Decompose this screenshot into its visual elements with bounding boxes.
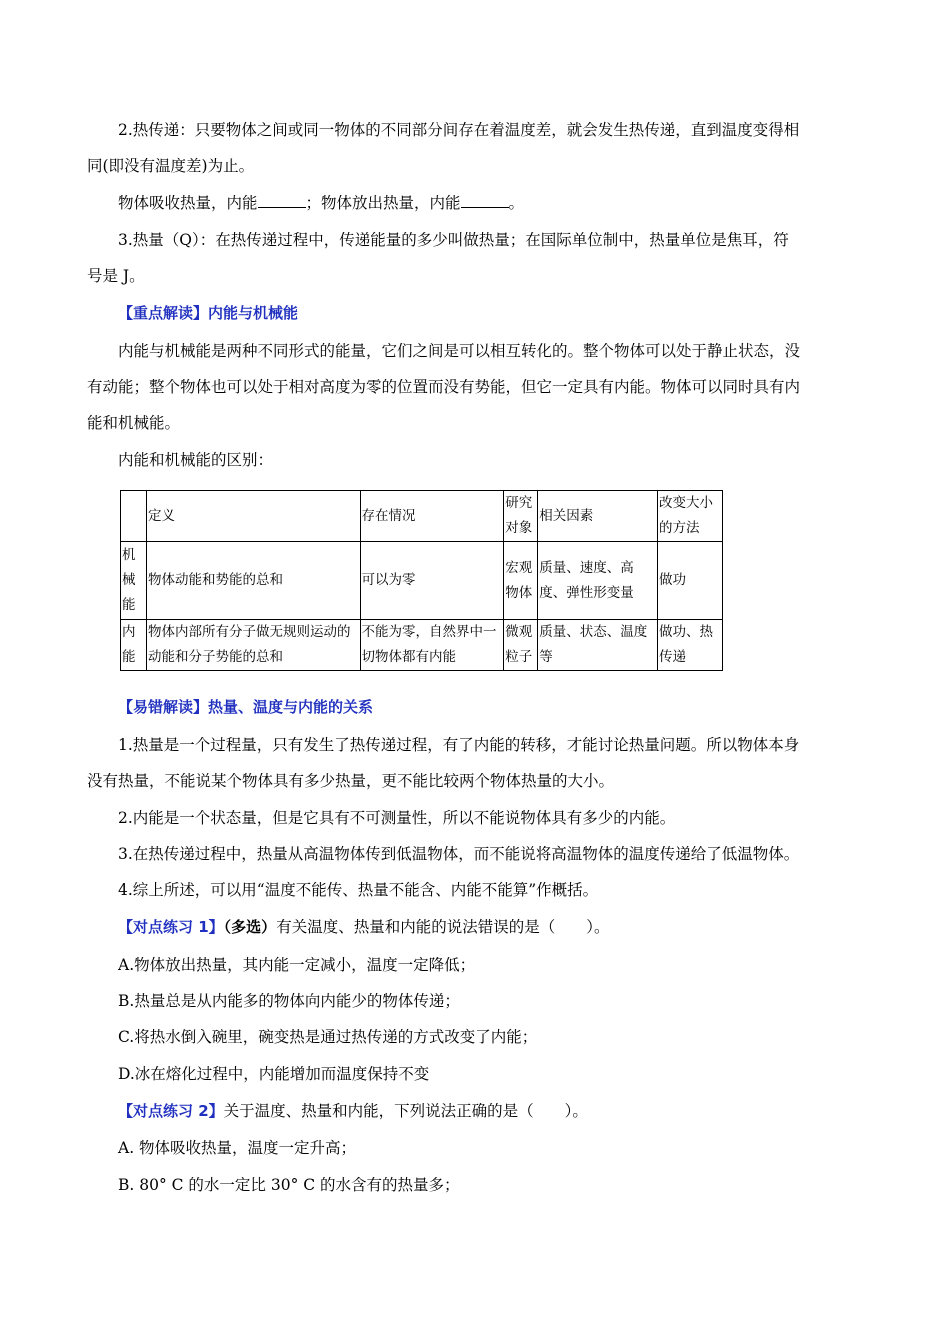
table-header-cell: 改变大小的方法 xyxy=(658,491,723,542)
table-row xyxy=(121,542,723,620)
paragraph-difference-intro: 内能和机械能的区别： xyxy=(118,451,274,469)
paragraph-internal-mechanical-line1: 内能与机械能是两种不同形式的能量，它们之间是可以相互转化的。整个物体可以处于静止状态，没 xyxy=(118,342,801,360)
table-cell: 内能 xyxy=(121,620,147,671)
paragraph-error3: 3.在热传递过程中，热量从高温物体传到低温物体，而不能说将高温物体的温度传递给了低温物体。 xyxy=(118,845,800,863)
paragraph-error4: 4.综上所述，可以用“温度不能传、热量不能含、内能不能算”作概括。 xyxy=(118,881,599,899)
section-heading-error-reading: 【易错解读】热量、温度与内能的关系 xyxy=(118,698,374,716)
table-cell: 做功 xyxy=(658,542,723,620)
question-2-option-b: B. 80° C 的水一定比 30° C 的水含有的热量多； xyxy=(118,1176,460,1194)
question-2-tag: 【对点练习 2】 xyxy=(118,1102,224,1120)
blank-line-1 xyxy=(258,193,306,208)
paragraph-internal-mechanical-line3: 能和机械能。 xyxy=(87,414,181,432)
paragraph-error2: 2.内能是一个状态量，但是它具有不可测量性，所以不能说物体具有多少的内能。 xyxy=(118,809,676,827)
table-header-cell xyxy=(121,491,147,542)
question-2-stem xyxy=(118,1101,588,1121)
question-1-text: 有关温度、热量和内能的说法错误的是（ ）。 xyxy=(276,918,610,936)
table-cell: 质量、状态、温度等 xyxy=(538,620,658,671)
text-period: 。 xyxy=(508,194,525,212)
question-1-stem xyxy=(118,917,609,937)
table-cell: 物体动能和势能的总和 xyxy=(146,542,360,620)
question-2-text: 关于温度、热量和内能，下列说法正确的是（ ）。 xyxy=(223,1102,588,1120)
table-cell: 机械能 xyxy=(121,542,147,620)
paragraph-heat-transfer-line2: 同(即没有温度差)为止。 xyxy=(87,157,255,175)
question-1-option-b: B.热量总是从内能多的物体向内能少的物体传递； xyxy=(118,992,460,1010)
section-heading-key-reading: 【重点解读】内能与机械能 xyxy=(118,304,299,322)
paragraph-error1-line1: 1.热量是一个过程量，只有发生了热传递过程，有了内能的转移，才能讨论热量问题。所以物体本身 xyxy=(118,736,800,754)
table-cell: 宏观物体 xyxy=(504,542,538,620)
question-1-option-d: D.冰在熔化过程中，内能增加而温度保持不变 xyxy=(118,1065,430,1083)
comparison-table xyxy=(120,490,723,671)
table-header-cell: 定义 xyxy=(146,491,360,542)
table-cell: 质量、速度、高度、弹性形变量 xyxy=(538,542,658,620)
table-header-cell: 研究对象 xyxy=(504,491,538,542)
question-1-multi: （多选） xyxy=(223,918,277,936)
paragraph-heat-transfer-line1: 2.热传递：只要物体之间或同一物体的不同部分间存在着温度差，就会发生热传递，直到温度变得相 xyxy=(118,121,800,139)
paragraph-heat-quantity-line1: 3.热量（Q）：在热传递过程中，传递能量的多少叫做热量；在国际单位制中，热量单位是焦耳，符 xyxy=(118,231,789,249)
blank-line-2 xyxy=(461,193,509,208)
table-cell: 物体内部所有分子做无规则运动的动能和分子势能的总和 xyxy=(146,620,360,671)
table-header-cell: 相关因素 xyxy=(538,491,658,542)
table-cell: 可以为零 xyxy=(360,542,504,620)
question-1-tag: 【对点练习 1】 xyxy=(118,918,224,936)
text-release: ；物体放出热量，内能 xyxy=(305,194,461,212)
paragraph-error1-line2: 没有热量，不能说某个物体具有多少热量，更不能比较两个物体热量的大小。 xyxy=(87,772,615,790)
table-cell: 做功、热传递 xyxy=(658,620,723,671)
text-absorb: 物体吸收热量，内能 xyxy=(118,194,258,212)
table-row xyxy=(121,620,723,671)
paragraph-internal-mechanical-line2: 有动能；整个物体也可以处于相对高度为零的位置而没有势能，但它一定具有内能。物体可以同时具有内 xyxy=(87,378,801,396)
table-header-row xyxy=(121,491,723,542)
question-1-option-a: A.物体放出热量，其内能一定减小，温度一定降低； xyxy=(118,956,476,974)
table-header-cell: 存在情况 xyxy=(360,491,504,542)
table-cell: 微观粒子 xyxy=(504,620,538,671)
question-2-option-a: A. 物体吸收热量，温度一定升高； xyxy=(118,1139,357,1157)
paragraph-absorb-release xyxy=(118,193,524,213)
paragraph-heat-quantity-line2: 号是 J。 xyxy=(87,267,145,285)
table-cell: 不能为零，自然界中一切物体都有内能 xyxy=(360,620,504,671)
question-1-option-c: C.将热水倒入碗里，碗变热是通过热传递的方式改变了内能； xyxy=(118,1028,538,1046)
